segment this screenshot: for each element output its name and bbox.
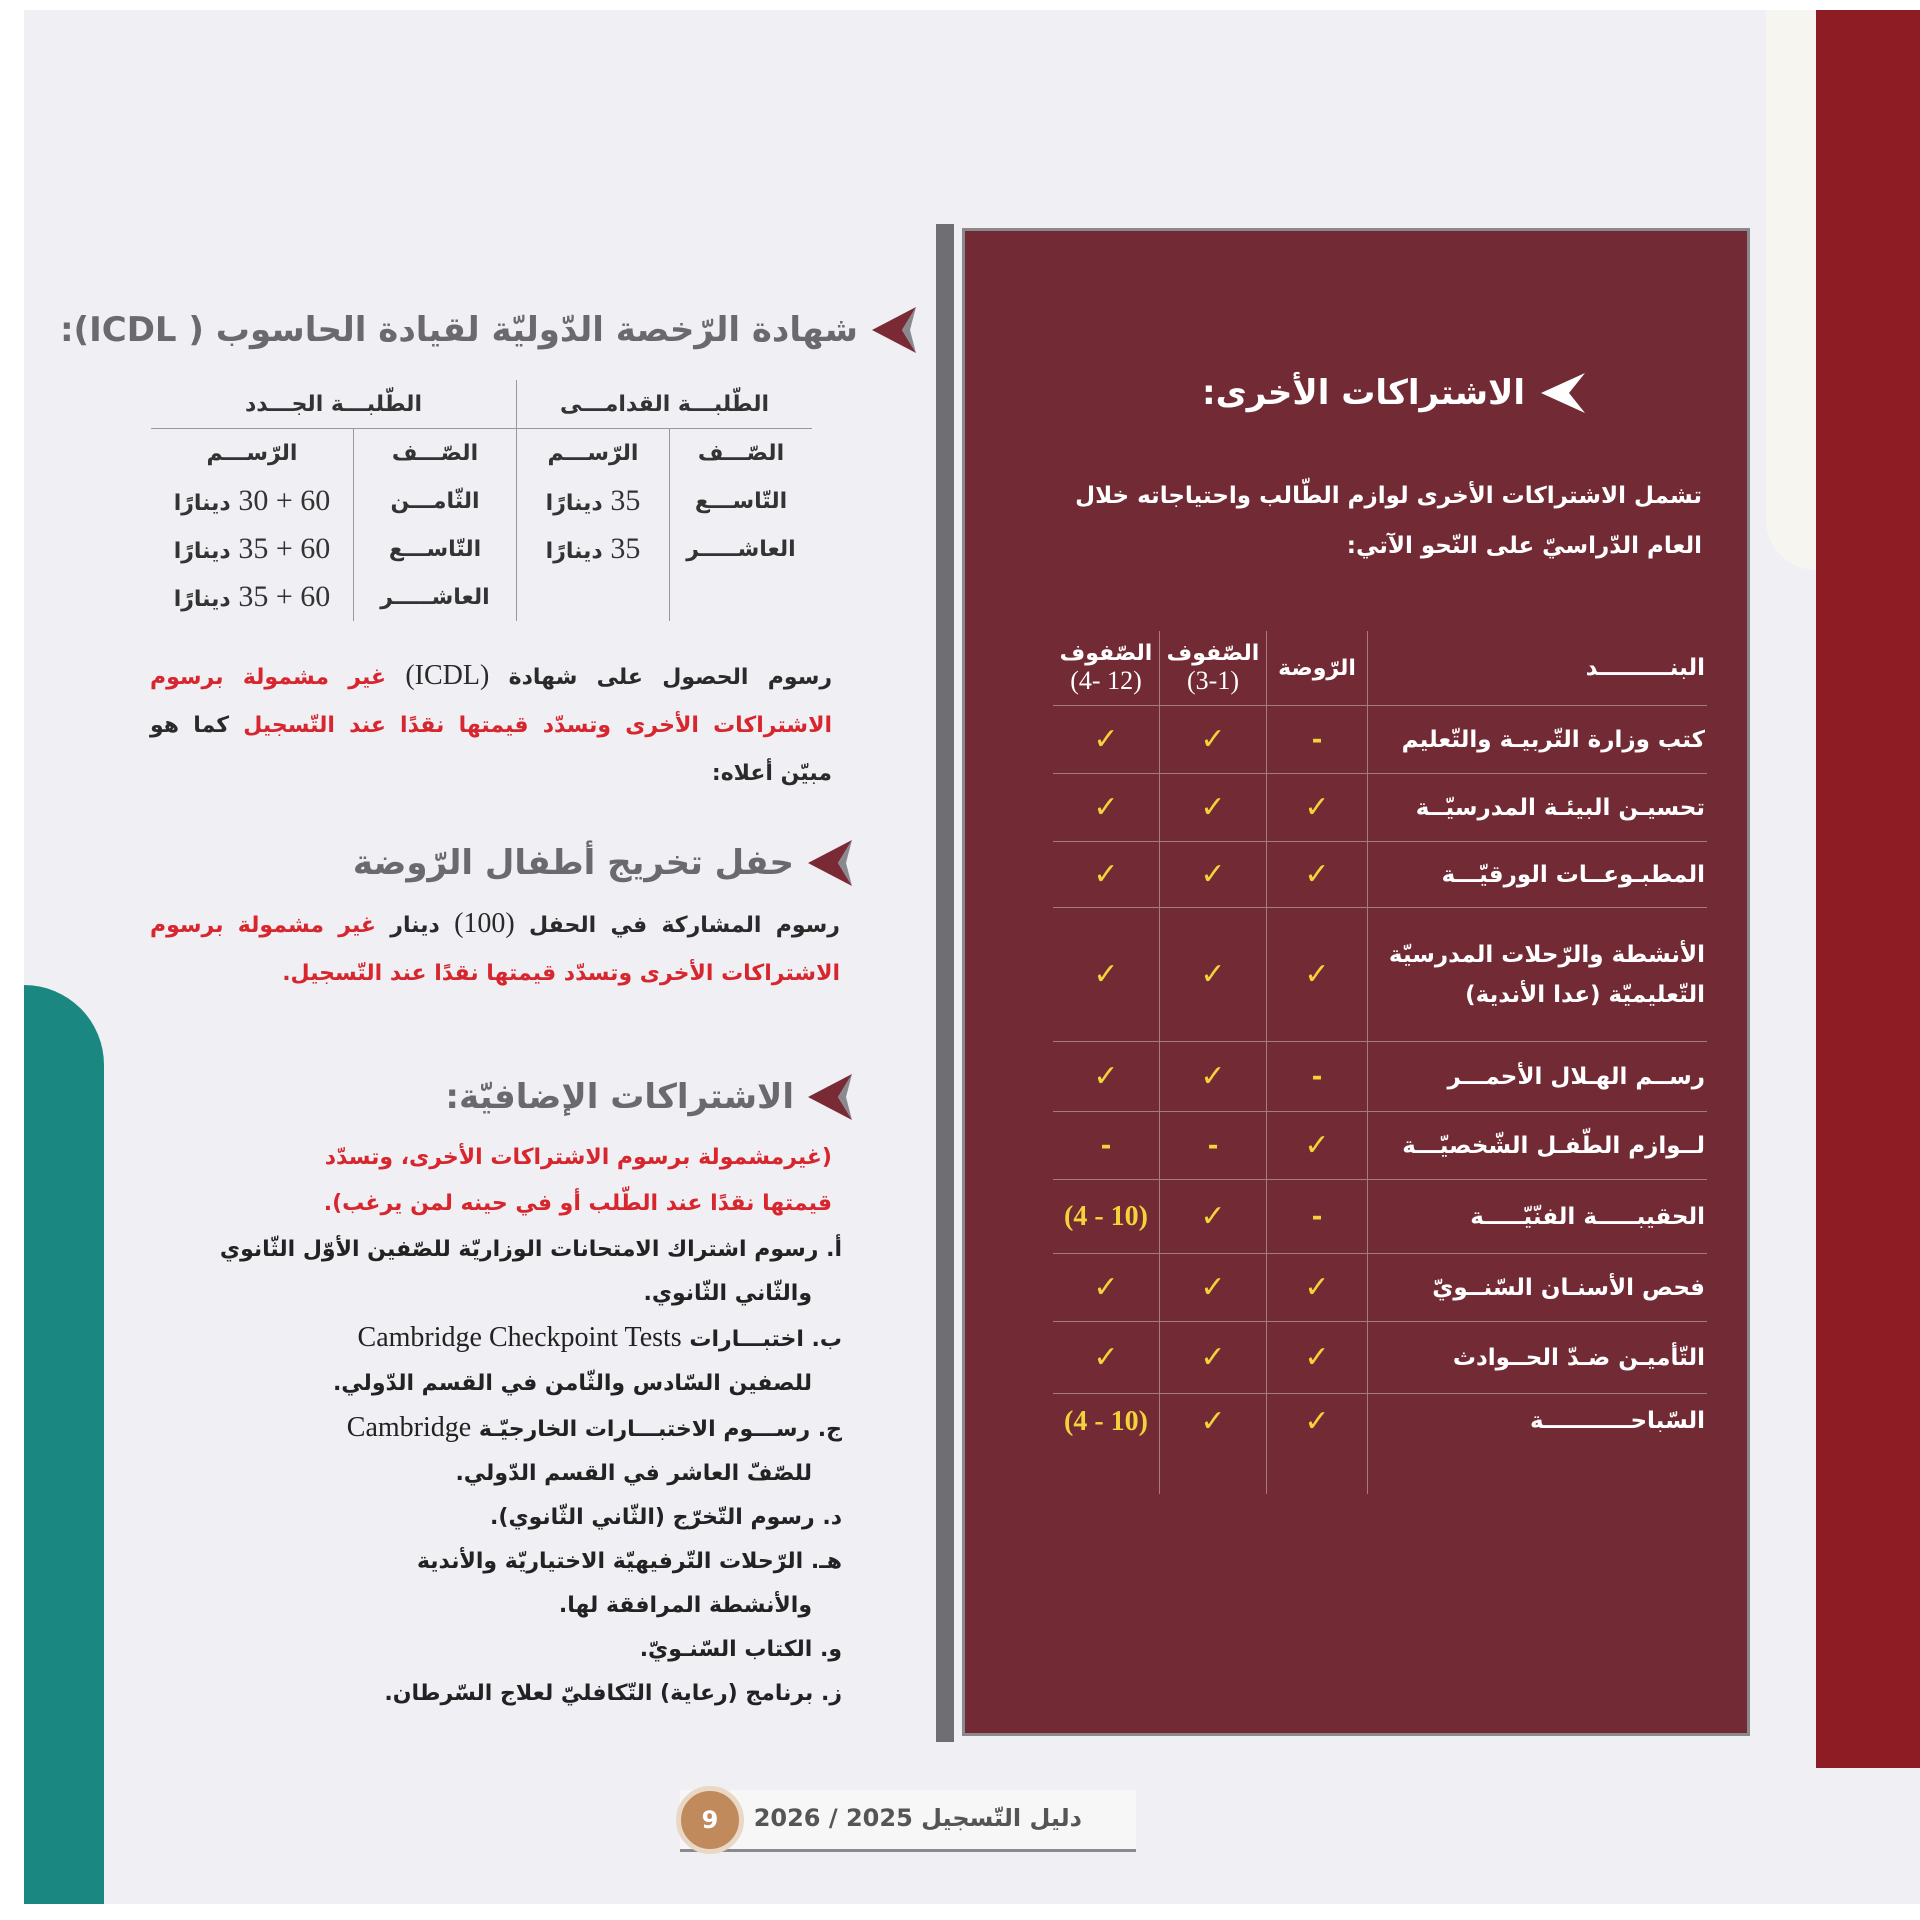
g412-cell: (10 - 4) [1053, 1394, 1160, 1494]
table-row [1053, 1394, 1707, 1494]
row-item-label: تحسيـن البيئـة المدرسيّــة [1368, 774, 1708, 842]
g412-cell: ✓ [1053, 1322, 1160, 1394]
new-grade-col: الصّـــف [354, 429, 517, 478]
header-grades-4-12: الصّفوف (12 -4) [1053, 631, 1160, 706]
icdl-col-row [151, 429, 812, 478]
g412-cell: ✓ [1053, 842, 1160, 908]
panel-intro: تشمل الاشتراكات الأخرى لوازم الطّالب واحتياجاته خلال العام الدّراسيّ على النّحو الآتي: [1075, 483, 1702, 559]
row-item-label: الحقيبـــــة الفنّيّـــــة [1368, 1180, 1708, 1254]
page-footer [680, 1790, 1136, 1852]
extra-items-list [142, 1228, 842, 1716]
table-row [1053, 774, 1707, 842]
old-grade-cell: التّاســـع [670, 477, 813, 525]
g13-cell: ✓ [1160, 774, 1267, 842]
graduation-note: رسوم المشاركة في الحفل (100) دينار غير مشمولة برسوم الاشتراكات الأخرى وتسدّد قيمتها نقدًا عند التّسجيل. [150, 908, 840, 986]
g412-cell: (10 - 4) [1053, 1180, 1160, 1254]
row-item-label: المطبـوعــات الورقيّـــة [1368, 842, 1708, 908]
extra-note: (غيرمشمولة برسوم الاشتراكات الأخرى، وتسدّد قيمتها نقدًا عند الطّلب أو في حينه لمن يرغب). [323, 1145, 832, 1216]
kg-cell: - [1267, 1042, 1368, 1112]
kg-cell: ✓ [1267, 1112, 1368, 1180]
list-item: ز. برنامج (رعاية) التّكافليّ لعلاج السّرطان. [384, 1681, 842, 1706]
row-item-label: رســم الهـلال الأحمـــر [1368, 1042, 1708, 1112]
row-item-label: السّباحـــــــــــة [1368, 1394, 1708, 1494]
g13-cell: ✓ [1160, 1042, 1267, 1112]
right-red-band [1816, 10, 1920, 1768]
old-students-group: الطّلبـــة القدامـــى [517, 380, 813, 429]
kg-cell: ✓ [1267, 1394, 1368, 1494]
old-fee-col: الرّســـم [517, 429, 670, 478]
list-item: ب. اختبـــارات Cambridge Checkpoint Tests للصفين السّادس والثّامن في القسم الدّولي. [332, 1322, 842, 1396]
icdl-heading [60, 305, 918, 355]
g412-cell: ✓ [1053, 1042, 1160, 1112]
table-row [1053, 1112, 1707, 1180]
kg-cell: - [1267, 706, 1368, 774]
panel-title: الاشتراكات الأخرى: [1201, 373, 1525, 413]
old-grade-cell [670, 573, 813, 621]
panel-heading [1202, 371, 1587, 415]
extra-heading [445, 1072, 854, 1122]
table-row [1053, 706, 1707, 774]
g412-cell: - [1053, 1112, 1160, 1180]
kg-cell: ✓ [1267, 774, 1368, 842]
kg-cell: - [1267, 1180, 1368, 1254]
g13-cell: - [1160, 1112, 1267, 1180]
g412-cell: ✓ [1053, 706, 1160, 774]
subscriptions-table [1053, 631, 1707, 1494]
other-subscriptions-panel [962, 228, 1750, 1736]
old-grade-col: الصّـــف [670, 429, 813, 478]
old-fee-cell: 35 دينارًا [517, 525, 670, 573]
subscriptions-header-row [1053, 631, 1707, 706]
header-kg: الرّوضة [1267, 631, 1368, 706]
graduation-heading [353, 838, 854, 888]
right-curve-decoration [1766, 10, 1816, 570]
extra-title: الاشتراكات الإضافيّة: [445, 1077, 794, 1117]
arrow-left-icon [1539, 371, 1587, 415]
row-item-label: فحص الأسنـان السّنــويّ [1368, 1254, 1708, 1322]
new-fee-cell: 60 + 35 دينارًا [173, 532, 331, 565]
old-fee-cell [517, 573, 670, 621]
new-students-group: الطّلبـــة الجـــدد [151, 380, 517, 429]
kg-cell: ✓ [1267, 842, 1368, 908]
footer-title: دليل التّسجيل 2025 / 2026 [753, 1804, 1082, 1832]
row-item-label: الأنشطة والرّحلات المدرسيّة التّعليميّة (عدا الأندية) [1368, 908, 1708, 1042]
g412-cell: ✓ [1053, 1254, 1160, 1322]
table-row [1053, 908, 1707, 1042]
g13-cell: ✓ [1160, 1180, 1267, 1254]
kg-cell: ✓ [1267, 1254, 1368, 1322]
new-grade-cell: الثّامـــن [354, 477, 517, 525]
kg-cell: ✓ [1267, 1322, 1368, 1394]
table-row [151, 525, 812, 573]
arrow-left-icon [870, 305, 918, 355]
new-grade-cell: التّاســـع [354, 525, 517, 573]
arrow-left-icon [806, 838, 854, 888]
table-row [1053, 1254, 1707, 1322]
kg-cell: ✓ [1267, 908, 1368, 1042]
row-item-label: التّأميـن ضـدّ الحــوادث [1368, 1322, 1708, 1394]
arrow-left-icon [806, 1072, 854, 1122]
list-item: أ. رسوم اشتراك الامتحانات الوزاريّة للصّفين الأوّل الثّانوي والثّاني الثّانوي. [219, 1237, 842, 1306]
g13-cell: ✓ [1160, 706, 1267, 774]
old-grade-cell: العاشـــــر [670, 525, 813, 573]
icdl-fees-table [151, 380, 812, 621]
graduation-title: حفل تخريج أطفال الرّوضة [352, 843, 794, 883]
left-teal-band [24, 985, 104, 1904]
g13-cell: ✓ [1160, 1322, 1267, 1394]
list-item: و. الكتاب السّنـويّ. [639, 1637, 842, 1662]
new-fee-cell: 60 + 30 دينارًا [173, 484, 331, 517]
list-item: د. رسوم التّخرّج (الثّاني الثّانوي). [490, 1505, 842, 1530]
g13-cell: ✓ [1160, 842, 1267, 908]
panel-divider-bar [936, 224, 954, 1742]
page-number: 9 [676, 1786, 744, 1854]
row-item-label: كتب وزارة التّربيـة والتّعليم [1368, 706, 1708, 774]
g13-cell: ✓ [1160, 908, 1267, 1042]
g412-cell: ✓ [1053, 908, 1160, 1042]
g13-cell: ✓ [1160, 1254, 1267, 1322]
table-row [1053, 1322, 1707, 1394]
header-grades-1-3: الصّفوف (3-1) [1160, 631, 1267, 706]
table-row [1053, 1180, 1707, 1254]
icdl-group-row [151, 380, 812, 429]
icdl-title: شهادة الرّخصة الدّوليّة لقيادة الحاسوب ( ICDL): [59, 310, 858, 350]
g412-cell: ✓ [1053, 774, 1160, 842]
table-row [1053, 1042, 1707, 1112]
new-fee-col: الرّســـم [206, 440, 298, 466]
header-item: البنـــــــــد [1368, 631, 1708, 706]
list-item: ج. رســـوم الاختبـــارات الخارجيّـة Cambridge للصّفّ العاشر في القسم الدّولي. [346, 1412, 842, 1486]
table-row [151, 573, 812, 621]
new-fee-cell: 60 + 35 دينارًا [173, 580, 331, 613]
row-item-label: لــوازم الطّفـل الشّخصيّـــة [1368, 1112, 1708, 1180]
new-grade-cell: العاشـــــر [354, 573, 517, 621]
icdl-note: رسوم الحصول على شهادة (ICDL) غير مشمولة برسوم الاشتراكات الأخرى وتسدّد قيمتها نقدًا عند التّسجيل كما هو مبيّن أعلاه: [150, 660, 832, 786]
old-fee-cell: 35 دينارًا [517, 477, 670, 525]
g13-cell: ✓ [1160, 1394, 1267, 1494]
table-row [1053, 842, 1707, 908]
table-row [151, 477, 812, 525]
list-item: هـ. الرّحلات التّرفيهيّة الاختياريّة والأندية والأنشطة المرافقة لها. [416, 1549, 842, 1618]
